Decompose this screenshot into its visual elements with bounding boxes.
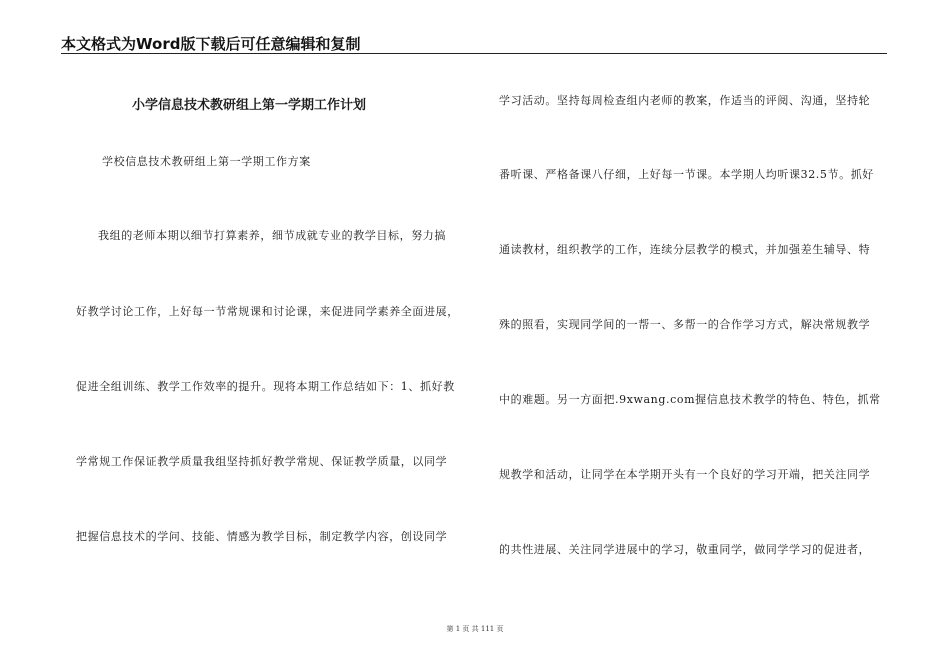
- left-column-line-3: 好教学讨论工作，上好每一节常规课和讨论课，来促进同学素养全面进展，: [76, 305, 459, 318]
- page-header-title: 本文格式为Word版下载后可任意编辑和复制: [61, 35, 361, 53]
- right-column-line-2: 番听课、严格备课八仔细，上好每一节课。本学期人均听课32.5节。抓好: [499, 168, 874, 181]
- right-column-line-1: 学习活动。坚持每周检查组内老师的教案，作适当的评阅、沟通，坚持轮: [499, 94, 871, 107]
- left-column-line-6: 把握信息技术的学问、技能、情感为教学目标，制定教学内容，创设同学: [76, 530, 448, 543]
- right-column-line-3: 通读教材，组织教学的工作，连续分层教学的模式，并加强差生辅导、特: [499, 243, 871, 256]
- right-column-line-5: 中的难题。另一方面把.9xwang.com握信息技术教学的特色、特色，抓常: [499, 393, 881, 406]
- right-column-line-6: 规教学和活动，让同学在本学期开头有一个良好的学习开端，把关注同学: [499, 468, 871, 481]
- left-column-line-2: 我组的老师本期以细节打算素养，细节成就专业的教学目标，努力搞: [98, 229, 446, 242]
- left-column-line-5: 学常规工作保证教学质量我组坚持抓好教学常规、保证教学质量，以同学: [76, 455, 448, 468]
- document-title: 小学信息技术教研组上第一学期工作计划: [132, 98, 367, 113]
- left-column-line-4: 促进全组训练、教学工作效率的提升。现将本期工作总结如下：1、抓好教: [76, 380, 455, 393]
- page-footer: 第 1 页 共 111 页: [446, 625, 504, 633]
- right-column-line-7: 的共性进展、关注同学进展中的学习，敬重同学，做同学学习的促进者，: [499, 543, 871, 556]
- left-column-line-1: 学校信息技术教研组上第一学期工作方案: [102, 155, 311, 168]
- header-divider: [61, 53, 887, 54]
- right-column-line-4: 殊的照看，实现同学间的一帮一、多帮一的合作学习方式，解决常规教学: [499, 318, 871, 331]
